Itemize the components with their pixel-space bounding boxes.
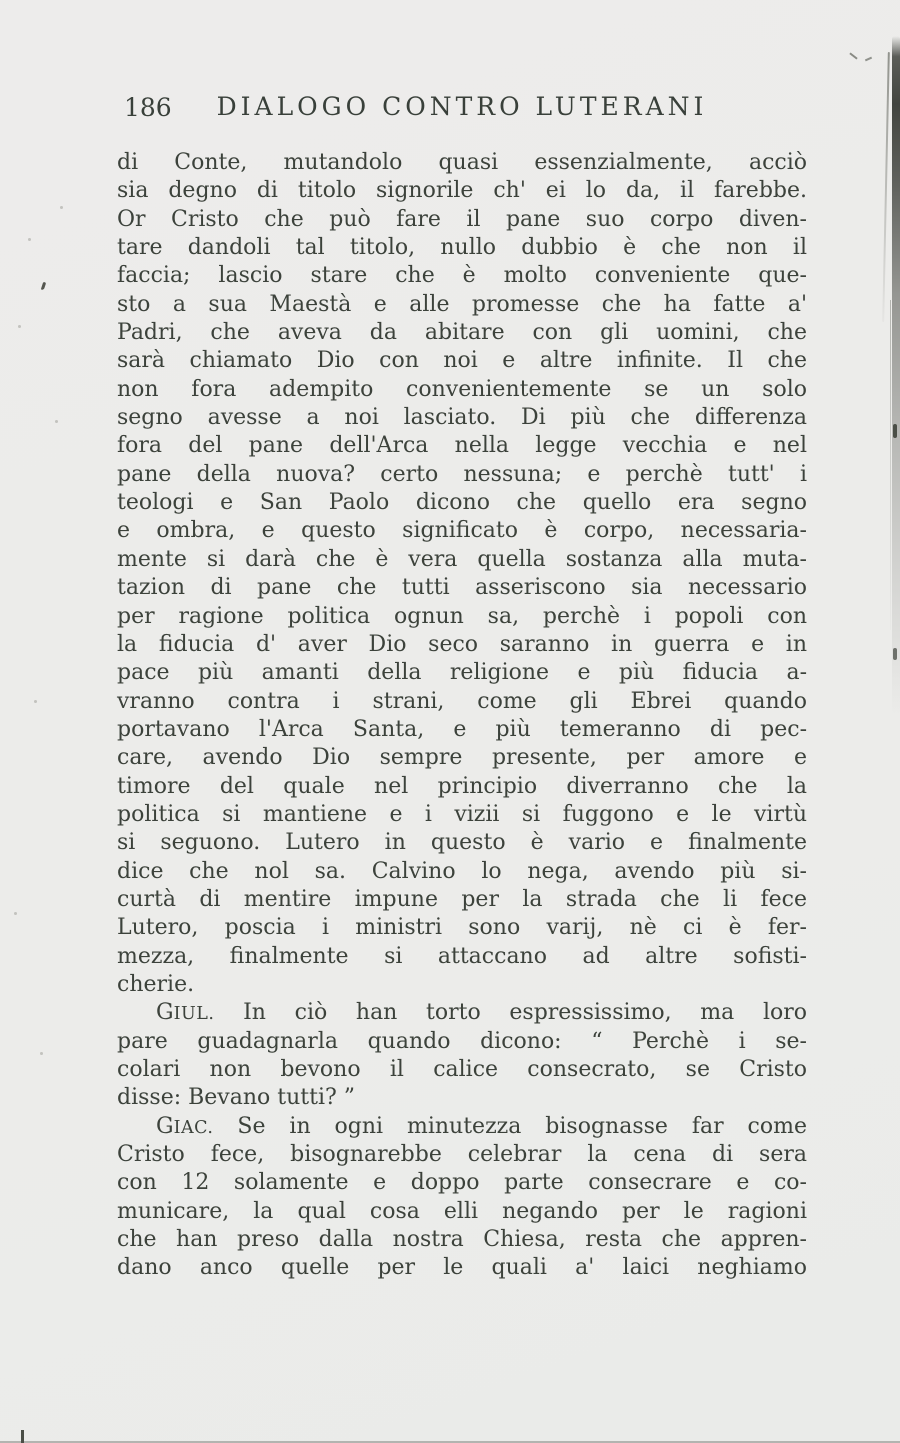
text-line: segno avesse a noi lasciato. Di più che differenza [117, 405, 807, 431]
text-line: portavano l'Arca Santa, e più temeranno di pec- [117, 716, 807, 742]
text-line: dano anco quelle per le quali a' laici neghiamo [117, 1255, 807, 1281]
text-line: sto a sua Maestà e alle promesse che ha fatte a' [117, 291, 807, 317]
text-line: GIUL. In ciò han torto espressissimo, ma loro [156, 1000, 807, 1026]
scan-ink-speck [41, 282, 46, 291]
scan-bottom-tick [21, 1430, 24, 1443]
scan-corner-mark [865, 57, 872, 62]
text-line: municare, la qual cosa elli negando per le ragioni [117, 1198, 807, 1224]
speaker-name: G [156, 1113, 174, 1139]
text-line: faccia; lascio stare che è molto conveniente que- [117, 263, 807, 289]
text-line: Padri, che aveva da abitare con gli uomini, che [117, 320, 807, 346]
text-line: sia degno di titolo signorile ch' ei lo da, il farebbe. [117, 178, 807, 204]
speaker-name-smallcaps: IAC. [173, 1117, 214, 1138]
text-line: politica si mantiene e i vizii si fuggono e le virtù [117, 801, 807, 827]
text-line: colari non bevono il calice consecrato, se Cristo [117, 1057, 807, 1082]
scan-edge-mark [893, 424, 897, 438]
scan-speck [55, 420, 58, 423]
text-line: non fora adempito convenientemente se un solo [117, 376, 807, 402]
text-line: la fiducia d' aver Dio seco saranno in guerra e in [117, 631, 807, 657]
scan-speck [14, 912, 17, 915]
speaker-name: G [156, 1000, 174, 1026]
text-line: mente si darà che è vera quella sostanza alla muta- [117, 546, 807, 572]
text-line: e ombra, e questo significato è corpo, necessaria- [117, 518, 807, 544]
text-line: cherie. [117, 971, 195, 997]
text-line: GIAC. Se in ogni minutezza bisognasse far come [156, 1113, 807, 1139]
text-line: timore del quale nel principio diverranno che la [117, 773, 807, 799]
text-line: di Conte, mutandolo quasi essenzialmente, acciò [117, 150, 807, 175]
text-line: disse: Bevano tutti? ” [117, 1085, 356, 1111]
text-line: si seguono. Lutero in questo è vario e finalmente [117, 830, 807, 856]
scan-scratch [882, 52, 890, 322]
text-line: Cristo fece, bisognarebbe celebrar la cena di sera [117, 1142, 807, 1168]
scan-speck [28, 238, 31, 241]
text-line: pane della nuova? certo nessuna; e perchè tutt' i [117, 461, 807, 487]
scan-speck [40, 1052, 43, 1055]
text-line: fora del pane dell'Arca nella legge vecchia e nel [117, 433, 807, 459]
text-line: con 12 solamente e doppo parte consecrare e co- [117, 1170, 807, 1196]
scan-speck [34, 700, 37, 703]
scan-edge-shadow [892, 36, 900, 716]
scan-scratch [890, 300, 891, 630]
speaker-name-smallcaps: IUL. [173, 1004, 215, 1025]
text-line: mezza, finalmente si attaccano ad altre sofisti- [117, 943, 807, 969]
scan-speck [60, 206, 63, 209]
running-title: DIALOGO CONTRO LUTERANI [216, 92, 708, 121]
scan-speck [18, 325, 21, 328]
text-line: Lutero, poscia i ministri sono varij, nè ci è fer- [117, 915, 807, 941]
scan-corner-mark [849, 52, 857, 59]
text-line: Or Cristo che può fare il pane suo corpo diven- [117, 206, 807, 232]
page-header [117, 92, 807, 126]
text-line: che han preso dalla nostra Chiesa, resta che appren- [117, 1227, 807, 1253]
text-line: tare dandoli tal titolo, nullo dubbio è che non il [117, 235, 807, 261]
page-number: 186 [124, 93, 172, 122]
scan-edge-mark [893, 648, 897, 660]
text-line: per ragione politica ognun sa, perchè i popoli con [117, 603, 807, 629]
text-line: teologi e San Paolo dicono che quello era segno [117, 490, 807, 516]
body-text [117, 149, 807, 1283]
text-line: tazion di pane che tutti asseriscono sia necessario [117, 575, 807, 601]
text-line: vranno contra i strani, come gli Ebrei quando [117, 688, 807, 714]
text-line: care, avendo Dio sempre presente, per amore e [117, 745, 807, 771]
text-line: dice che nol sa. Calvino lo nega, avendo più si- [117, 858, 807, 884]
text-line: curtà di mentire impune per la strada che li fece [117, 886, 807, 912]
text-line: pace più amanti della religione e più fiducia a- [117, 660, 807, 686]
text-line: pare guadagnarla quando dicono: “ Perchè i se- [117, 1028, 807, 1054]
text-line: sarà chiamato Dio con noi e altre infinite. Il che [117, 348, 807, 374]
